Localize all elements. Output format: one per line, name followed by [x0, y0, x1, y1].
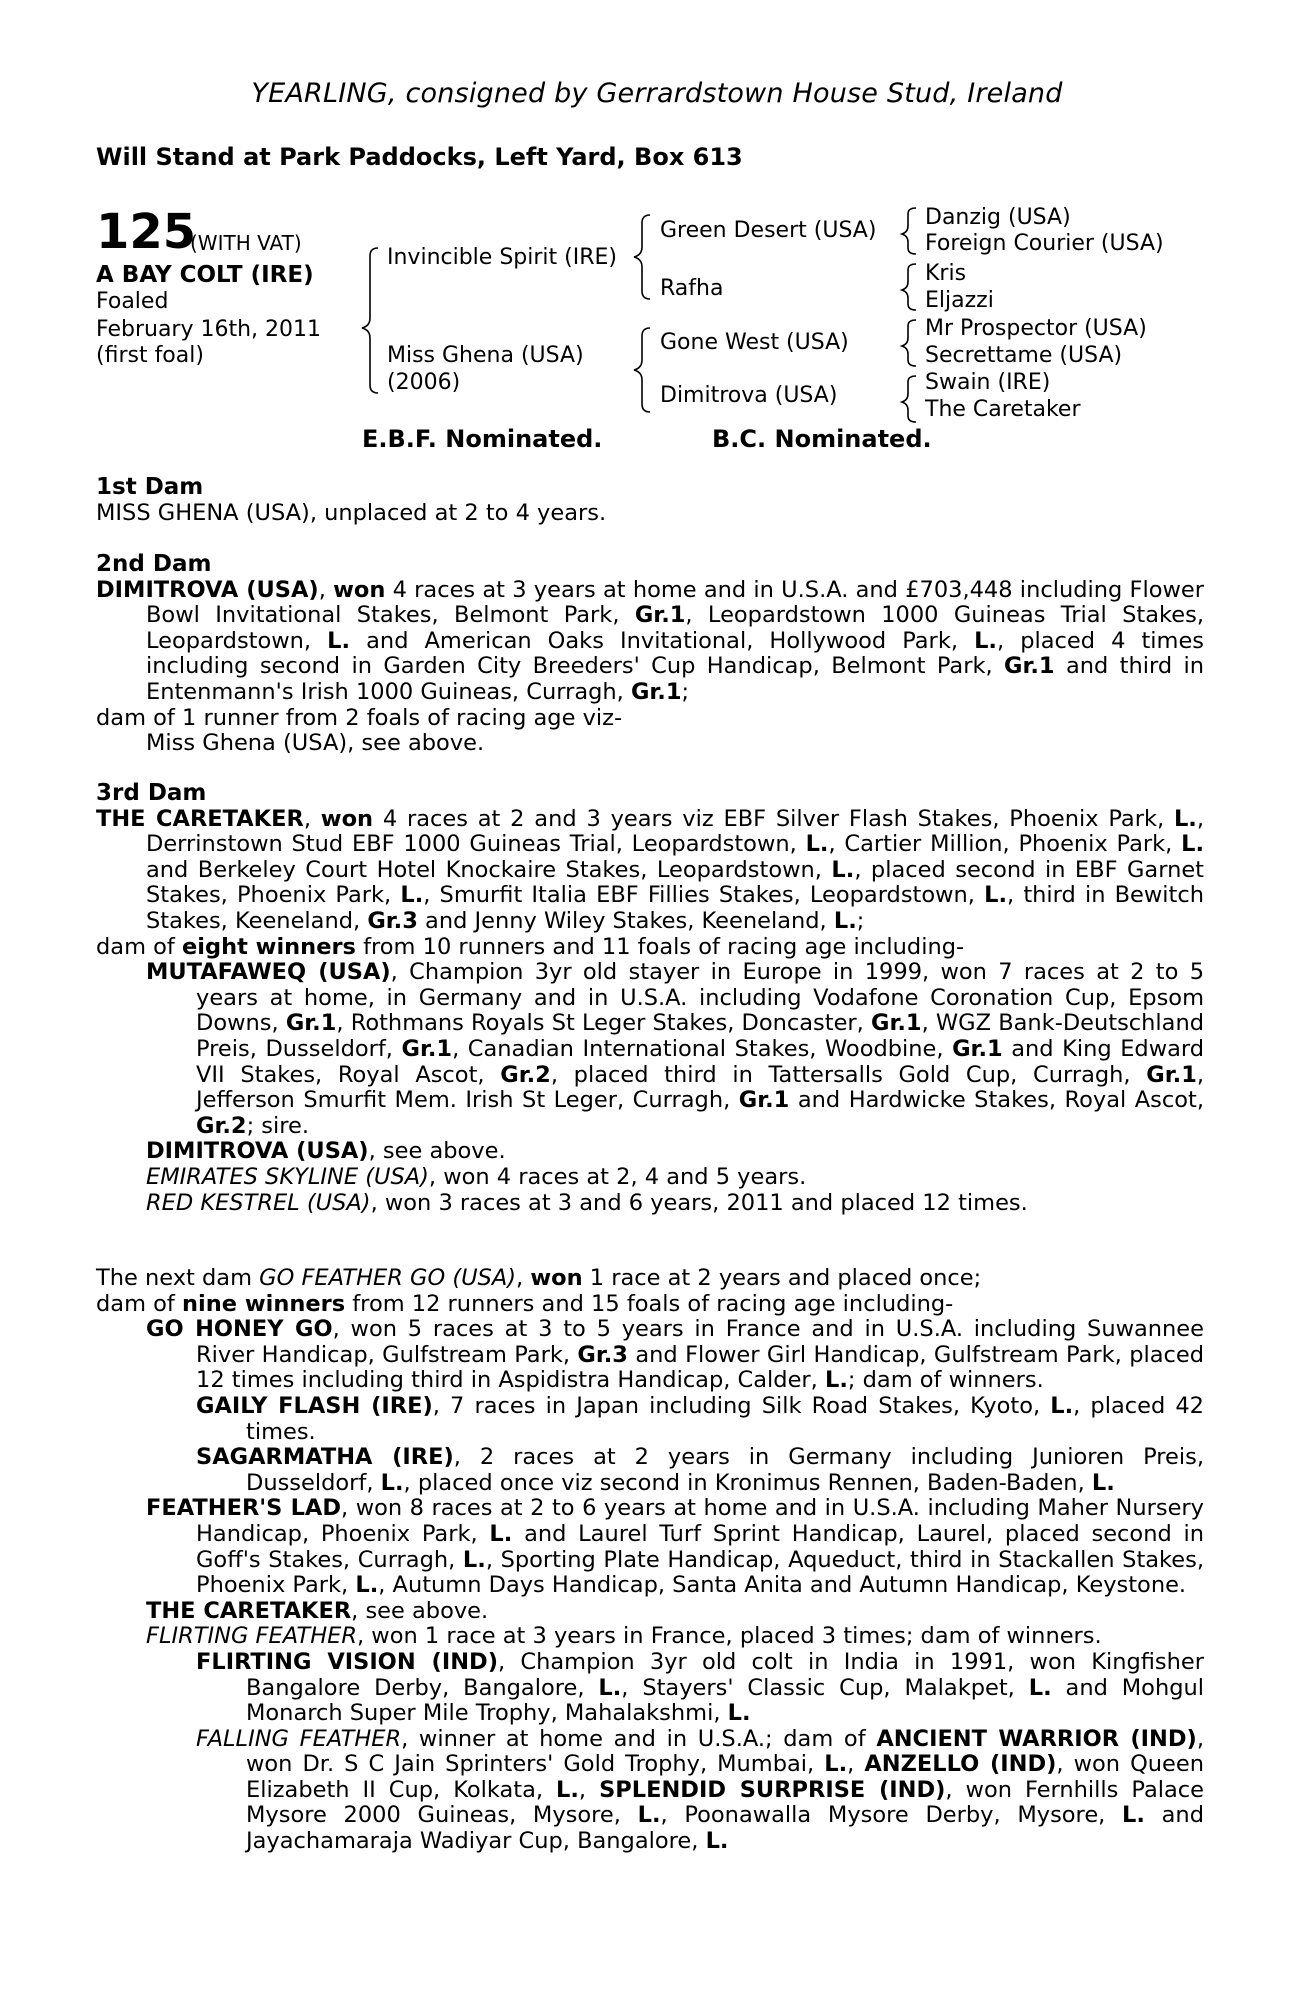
- consignor-header: YEARLING, consigned by Gerrardstown House Stud, Ireland: [251, 78, 1063, 109]
- next-dam-name: GO FEATHER GO (USA): [259, 1265, 517, 1291]
- first-foal-note: (first foal): [96, 343, 204, 368]
- dam-year: (2006): [387, 370, 461, 395]
- dam-sire: Gone West (USA): [660, 330, 849, 355]
- dam-name: Miss Ghena (USA): [387, 343, 584, 368]
- first-dam-heading: 1st Dam: [96, 474, 204, 500]
- bracket-g1: [902, 208, 916, 254]
- pedigree-brackets: [0, 0, 1314, 440]
- progeny-red-kestrel: RED KESTREL (USA), won 3 races at 3 and 6 years, 2011 and placed 12 times.: [146, 1189, 1028, 1216]
- second-dam-heading: 2nd Dam: [96, 551, 212, 577]
- progeny-mutafaweq: MUTAFAWEQ (USA), Champion 3yr old stayer in Europe in 1999, won 7 races at 2 to 5 years at home, in Germany and in U.S.A. including Vodafone Coronation Cup, Epsom Downs, Gr.1, Rothmans Royals St Leger Stakes, Doncaster, Gr.1, WGZ Bank-Deutschland Preis, Dusseldorf, Gr.1, Canadian International Stakes, Woodbine, Gr.1 and King Edward VII Stakes, Royal Ascot, Gr.2, placed third in Tattersalls Gold Cup, Curragh, Gr.1, Jefferson Smurfit Mem. Irish St Leger, Curragh, Gr.1 and Hardwicke Stakes, Royal Ascot, Gr.2; sire.: [146, 959, 1205, 1139]
- progeny-sagarmatha: SAGARMATHA (IRE), 2 races at 2 years in Germany including Junioren Preis, Dusseldorf, L., placed once viz second in Kronimus Rennen, Baden-Baden, L.: [196, 1444, 1204, 1496]
- second-dam-section: [96, 552, 1204, 757]
- ancestor-6: Secrettame (USA): [925, 343, 1123, 368]
- bracket-g3: [902, 320, 916, 366]
- ebf-nominated: E.B.F. Nominated.: [362, 425, 603, 453]
- ancestor-5: Mr Prospector (USA): [925, 316, 1147, 341]
- progeny-gaily-flash: GAILY FLASH (IRE), 7 races in Japan including Silk Road Stakes, Kyoto, L., placed 42 times.: [196, 1392, 1204, 1445]
- progeny-flirting-feather: FLIRTING FEATHER, won 1 race at 3 years in France, placed 3 times; dam of winners.: [146, 1623, 1102, 1650]
- next-dam-produce: dam of nine winners from 12 runners and 15 foals of racing age including-: [96, 1290, 954, 1317]
- third-dam-record: THE CARETAKER, won 4 races at 2 and 3 years viz EBF Silver Flash Stakes, Phoenix Park, L., Derrinstown Stud EBF 1000 Guineas Trial, Leopardstown, L., Cartier Million, Phoenix Park, L. and Berkeley Court Hotel Knockaire Stakes, Leopardstown, L., placed second in EBF Garnet Stakes, Phoenix Park, L., Smurfit Italia EBF Fillies Stakes, Leopardstown, L., third in Bewitch Stakes, Keeneland, Gr.3 and Jenny Wiley Stakes, Keeneland, L.;: [96, 805, 1205, 934]
- stand-location: Will Stand at Park Paddocks, Left Yard, Box 613: [96, 143, 743, 171]
- vat-note: (WITH VAT): [190, 231, 302, 255]
- sire-sire: Green Desert (USA): [660, 218, 877, 243]
- sire-dam: Rafha: [660, 276, 724, 301]
- progeny-the-caretaker: THE CARETAKER, see above.: [146, 1597, 489, 1624]
- progeny-dimitrova: DIMITROVA (USA), see above.: [146, 1138, 506, 1165]
- ancestor-7: Swain (IRE): [925, 370, 1051, 395]
- third-dam-produce: dam of eight winners from 10 runners and 11 foals of racing age including-: [96, 933, 965, 960]
- second-dam-produce: dam of 1 runner from 2 foals of racing age viz-: [96, 704, 623, 731]
- dam-dam: Dimitrova (USA): [660, 383, 838, 408]
- bracket-sire: [634, 215, 650, 299]
- progeny-go-honey-go: GO HONEY GO, won 5 races at 3 to 5 years in France and in U.S.A. including Suwannee River Handicap, Gulfstream Park, Gr.3 and Flower Girl Handicap, Gulfstream Park, placed 12 times including third in Aspidistra Handicap, Calder, L.; dam of winners.: [146, 1316, 1205, 1394]
- ancestor-4: Eljazzi: [925, 288, 994, 313]
- second-dam-record: DIMITROVA (USA), won 4 races at 3 years at home and in U.S.A. and £703,448 including Flower Bowl Invitational Stakes, Belmont Park, Gr.1, Leopardstown 1000 Guineas Trial Stakes, Leopardstown, L. and American Oaks Invitational, Hollywood Park, L., placed 4 times including second in Garden City Breeders' Cup Handicap, Belmont Park, Gr.1 and third in Entenmann's Irish 1000 Guineas, Curragh, Gr.1;: [96, 576, 1205, 705]
- horse-name: A BAY COLT (IRE): [96, 262, 314, 288]
- third-dam-section: [96, 781, 1204, 1216]
- bc-nominated: B.C. Nominated.: [712, 425, 932, 453]
- third-dam-heading: 3rd Dam: [96, 780, 207, 806]
- sire-name: Invincible Spirit (IRE): [387, 245, 617, 270]
- bracket-g2: [902, 264, 916, 310]
- progeny-feathers-lad: FEATHER'S LAD, won 8 races at 2 to 6 years at home and in U.S.A. including Maher Nursery Handicap, Phoenix Park, L. and Laurel Turf Sprint Handicap, Laurel, placed second in Goff's Stakes, Curragh, L., Sporting Plate Handicap, Aqueduct, third in Stackallen Stakes, Phoenix Park, L., Autumn Days Handicap, Santa Anita and Autumn Handicap, Keystone.: [146, 1495, 1205, 1599]
- ancestor-2: Foreign Courier (USA): [925, 231, 1164, 256]
- first-dam-section: [96, 475, 1204, 526]
- foaled-label: Foaled: [96, 289, 169, 314]
- progeny-flirting-vision: FLIRTING VISION (IND), Champion 3yr old colt in India in 1991, won Kingfisher Bangalore Derby, Bangalore, L., Stayers' Classic Cup, Malakpet, L. and Mohgul Monarch Super Mile Trophy, Mahalakshmi, L.: [196, 1648, 1204, 1727]
- ancestor-3: Kris: [925, 261, 967, 286]
- bracket-main: [362, 248, 378, 393]
- second-dam-name: DIMITROVA (USA): [96, 576, 319, 603]
- ancestor-1: Danzig (USA): [925, 205, 1071, 230]
- bracket-dam: [634, 328, 650, 412]
- progeny-emirates-skyline: EMIRATES SKYLINE (USA), won 4 races at 2, 4 and 5 years.: [146, 1163, 807, 1190]
- ancestor-8: The Caretaker: [925, 397, 1081, 422]
- next-dam-record: The next dam GO FEATHER GO (USA), won 1 race at 2 years and placed once;: [96, 1265, 982, 1291]
- third-dam-name: THE CARETAKER: [96, 805, 304, 832]
- second-dam-progeny: Miss Ghena (USA), see above.: [146, 730, 485, 757]
- next-dam-section: [96, 1266, 1204, 1855]
- foaled-date: February 16th, 2011: [96, 317, 322, 342]
- bracket-g4: [902, 376, 916, 422]
- progeny-falling-feather: FALLING FEATHER, winner at home and in U.S.A.; dam of ANCIENT WARRIOR (IND), won Dr. S C Jain Sprinters' Gold Trophy, Mumbai, L., ANZELLO (IND), won Queen Elizabeth II Cup, Kolkata, L., SPLENDID SURPRISE (IND), won Fernhills Palace Mysore 2000 Guineas, Mysore, L., Poonawalla Mysore Derby, Mysore, L. and Jayachamaraja Wadiyar Cup, Bangalore, L.: [196, 1725, 1204, 1855]
- first-dam-text: MISS GHENA (USA), unplaced at 2 to 4 years.: [96, 499, 607, 526]
- lot-number: 125: [96, 204, 197, 260]
